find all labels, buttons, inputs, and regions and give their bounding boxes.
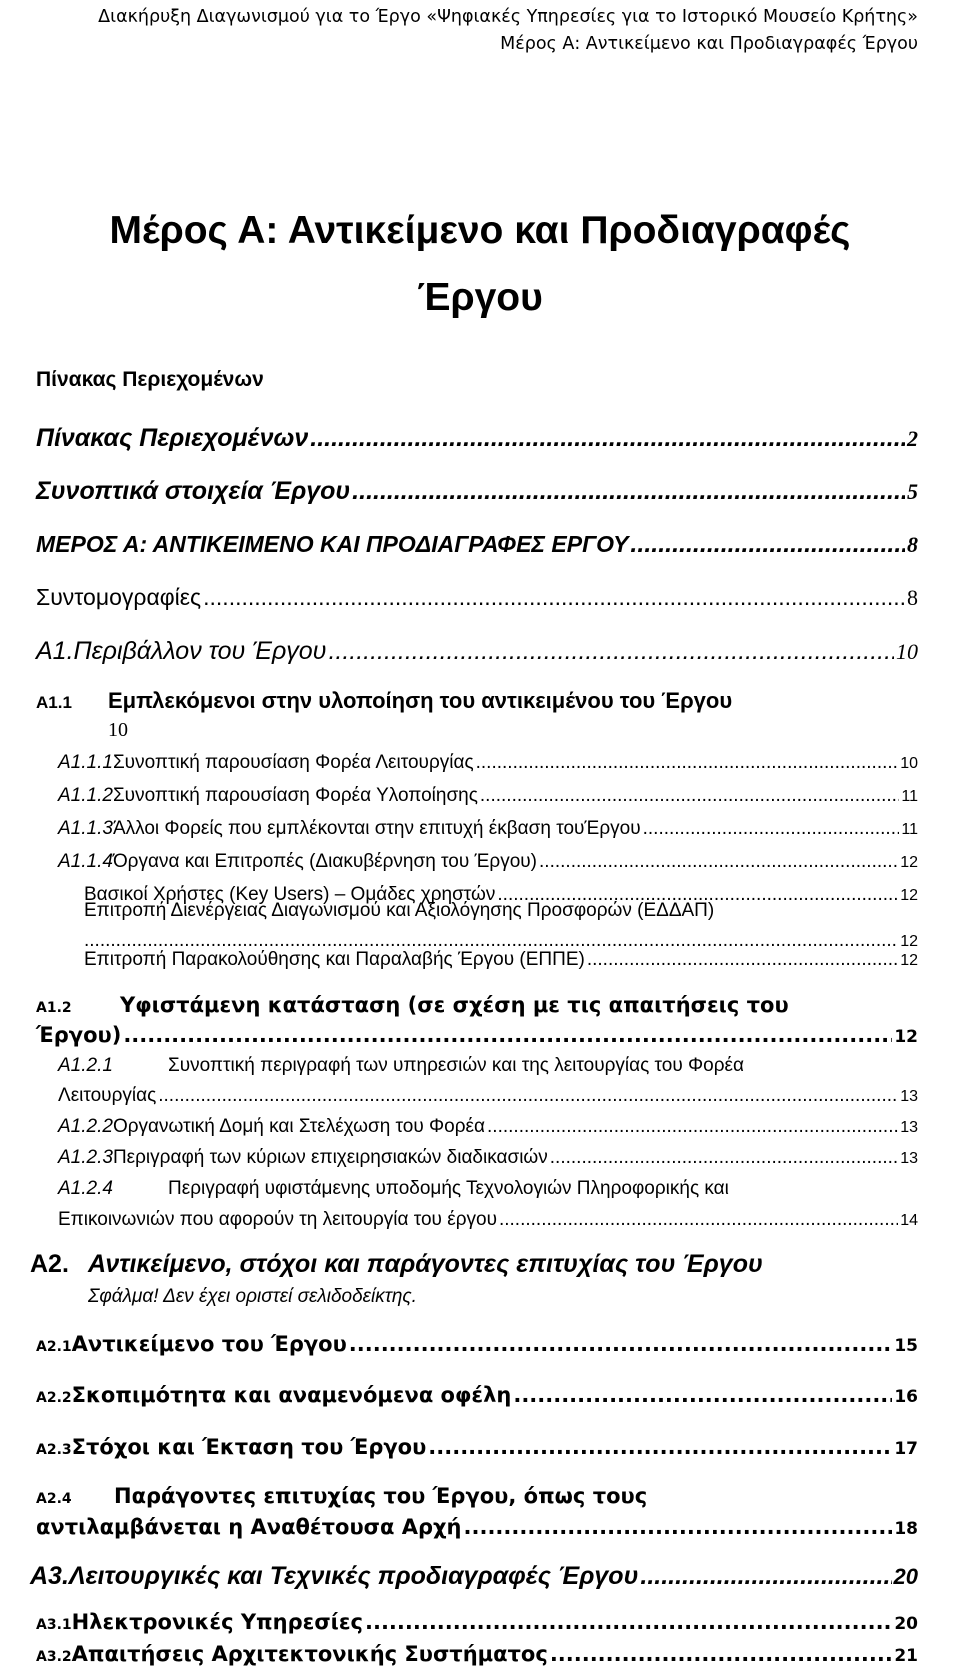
toc-entry-number: Α2.3 [36, 1442, 72, 1458]
toc-entry[interactable] [30, 1562, 918, 1591]
toc-entry[interactable] [36, 477, 918, 506]
toc-entry-page: 10 [896, 639, 918, 664]
toc-entry-label: Επιτροπή Παρακολούθησης και Παραλαβής Έργου (ΕΠΠΕ) [84, 949, 585, 970]
toc-entry[interactable] [36, 530, 918, 559]
toc-entry-number: Α1.1.3 [58, 818, 113, 839]
toc-entry-number: Α1.1.4 [58, 851, 113, 872]
toc-entry-label: Συνοπτικά στοιχεία Έργου [36, 477, 351, 505]
toc-entry-number: Α2.1 [36, 1339, 72, 1355]
toc-leader-dots [349, 1332, 893, 1356]
toc-entry-label: Έργου) [36, 1023, 122, 1047]
toc-entry-page: 20 [894, 1614, 918, 1634]
toc-entry-label: Επικοινωνιών που αφορούν τη λειτουργία του έργου [58, 1209, 497, 1230]
toc-entry-label: Εμπλεκόμενοι στην υλοποίηση του αντικειμένου του Έργου [108, 688, 733, 713]
toc-entry-label: αντιλαμβάνεται η Αναθέτουσα Αρχή [36, 1515, 462, 1539]
page-header [98, 4, 918, 58]
toc-leader-dots [476, 752, 899, 774]
toc-leader-dots [428, 1435, 892, 1459]
toc-entry-label: Λειτουργίας [58, 1085, 157, 1106]
toc-leader-dots [630, 530, 905, 559]
toc-entry-label: Πίνακας Περιεχομένων [36, 424, 309, 452]
toc-entry-number: Α3.2 [36, 1649, 72, 1665]
toc-leader-dots [464, 1515, 893, 1539]
toc-entry-page: 10 [900, 755, 918, 772]
toc-entry-label: Παράγοντες επιτυχίας του Έργου, όπως τους [114, 1484, 648, 1508]
toc-entry-number: Α1.2.4 [58, 1178, 113, 1199]
toc-leader-dots [480, 785, 899, 807]
toc-entry[interactable] [58, 752, 918, 774]
toc-entry-page: 12 [900, 952, 918, 969]
toc-entry-page: 21 [894, 1646, 918, 1666]
toc-entry-label: Υφιστάμενη κατάσταση (σε σχέση με τις απαιτήσεις του [120, 993, 789, 1017]
toc-leader-dots [158, 1085, 898, 1107]
toc-entry[interactable] [58, 785, 918, 807]
toc-entry[interactable] [36, 1332, 918, 1356]
document-title [0, 197, 960, 331]
toc-entry-page: 5 [907, 479, 918, 504]
toc-entry-page: 18 [894, 1519, 918, 1539]
toc-entry-page: 12 [900, 854, 918, 871]
toc-leader-dots [365, 1610, 892, 1634]
toc-entry-label: Βασικοί Χρήστες (Key Users) – Ομάδες χρηστών [84, 884, 496, 905]
toc-entry-page: 15 [894, 1336, 918, 1356]
toc-entry[interactable] [36, 1383, 918, 1407]
toc-entry[interactable] [58, 1178, 729, 1200]
toc-leader-dots [539, 851, 898, 873]
toc-entry[interactable] [84, 949, 918, 971]
title-line-1: Μέρος Α: Αντικείμενο και Προδιαγραφές [109, 209, 851, 252]
toc-entry-number: Α2.4 [36, 1491, 72, 1507]
toc-entry[interactable] [36, 1484, 647, 1508]
toc-error-message: Σφάλμα! Δεν έχει οριστεί σελιδοδείκτης. [88, 1286, 417, 1307]
toc-leader-dots [550, 1642, 893, 1666]
toc-entry-label: Στόχοι και Έκταση του Έργου [71, 1435, 427, 1459]
toc-entry-number: Α1.2.3 [58, 1147, 113, 1168]
toc-leader-dots [123, 1023, 892, 1047]
toc-entry[interactable] [58, 1055, 744, 1077]
toc-entry[interactable] [36, 688, 732, 714]
toc-entry-page: 20 [893, 1564, 918, 1589]
toc-entry-number: Α1.1.2 [58, 785, 113, 806]
toc-entry[interactable] [58, 1147, 918, 1169]
toc-entry-page: 13 [900, 1119, 918, 1136]
toc-entry-label: Σκοπιμότητα και αναμενόμενα οφέλη [71, 1383, 512, 1407]
toc-leader-dots [487, 1116, 898, 1138]
toc-entry-page: 12 [900, 933, 918, 950]
toc-entry-number: Α1.2.1 [58, 1055, 113, 1076]
toc-entry-page: 12 [894, 1027, 918, 1047]
toc-entry[interactable] [36, 584, 918, 611]
toc-entry-page: 11 [901, 788, 918, 805]
toc-heading: Πίνακας Περιεχομένων [36, 368, 264, 391]
toc-entry-number: Α1.2.2 [58, 1116, 113, 1137]
toc-entry-number: Α3.1 [36, 1617, 72, 1633]
toc-entry-page: 16 [894, 1387, 918, 1407]
toc-leader-dots [203, 584, 905, 611]
toc-entry-page: 2 [907, 426, 918, 451]
toc-entry-label: Όργανα και Επιτροπές (Διακυβέρνηση του Έργου) [112, 851, 538, 872]
toc-entry-number: Α1.1 [36, 693, 72, 712]
toc-leader-dots [352, 477, 905, 506]
toc-leader-dots [513, 1383, 892, 1407]
toc-entry-label: Συνοπτική παρουσίαση Φορέα Υλοποίησης [112, 785, 478, 806]
toc-entry-number: Α2. [30, 1250, 69, 1278]
toc-leader-dots [499, 1209, 898, 1231]
toc-entry[interactable] [58, 1116, 918, 1138]
toc-entry[interactable] [36, 993, 789, 1017]
header-line-1: Διακήρυξη Διαγωνισμού για το Έργο «Ψηφιακές Υπηρεσίες για το Ιστορικό Μουσείο Κρήτης» [98, 7, 918, 27]
title-line-2: Έργου [417, 276, 543, 319]
toc-entry[interactable] [58, 1209, 918, 1231]
toc-entry-number: Α2.2 [36, 1390, 72, 1406]
toc-entry[interactable] [58, 1085, 918, 1107]
toc-entry-label: Αντικείμενο, στόχοι και παράγοντες επιτυχίας του Έργου [88, 1250, 763, 1278]
toc-entry-page: 11 [901, 821, 918, 838]
toc-leader-dots [640, 1562, 891, 1591]
toc-entry[interactable] [36, 1610, 918, 1634]
toc-entry-label: Άλλοι Φορείς που εμπλέκονται στην επιτυχή έκβαση τουΈργου [112, 818, 641, 839]
toc-entry-number: Α3. [30, 1562, 69, 1590]
toc-entry-page: 13 [900, 1150, 918, 1167]
toc-leader-dots [643, 818, 900, 840]
toc-entry-page: 12 [900, 887, 918, 904]
toc-entry[interactable] [58, 818, 918, 840]
toc-entry-page: 8 [907, 532, 918, 557]
toc-entry[interactable] [36, 424, 918, 453]
toc-entry-label: Αντικείμενο του Έργου [71, 1332, 347, 1356]
toc-entry-label: Συνοπτική παρουσίαση Φορέα Λειτουργίας [112, 752, 474, 773]
toc-entry-page: 8 [907, 585, 918, 610]
toc-entry-label: Περιγραφή των κύριων επιχειρησιακών διαδικασιών [112, 1147, 548, 1168]
toc-entry-number: Α1.2 [36, 1000, 72, 1016]
toc-entry-label: Συνοπτική περιγραφή των υπηρεσιών και της λειτουργίας του Φορέα [168, 1055, 744, 1076]
toc-entry[interactable] [58, 851, 918, 873]
toc-entry-label: Ηλεκτρονικές Υπηρεσίες [71, 1610, 363, 1634]
toc-entry[interactable] [36, 637, 918, 666]
toc-entry[interactable] [30, 1250, 763, 1279]
toc-leader-dots [587, 949, 898, 971]
toc-entry-number: Α1.1.1 [58, 752, 113, 773]
toc-entry[interactable] [36, 1023, 918, 1047]
toc-entry[interactable] [36, 1642, 918, 1666]
toc-leader-dots [328, 637, 894, 666]
toc-entry-label[interactable]: Επιτροπή Διενέργειας Διαγωνισμού και Αξιολόγησης Προσφορών (ΕΔΔΑΠ) [84, 900, 715, 921]
toc-entry-label: Οργανωτική Δομή και Στελέχωση του Φορέα [112, 1116, 486, 1137]
toc-entry[interactable] [36, 1515, 918, 1539]
toc-entry-label: Περιβάλλον του Έργου [73, 637, 327, 665]
toc-leader-dots [310, 424, 905, 453]
toc-entry-label: Λειτουργικές και Τεχνικές προδιαγραφές Έργου [68, 1562, 639, 1590]
toc-leader-dots [550, 1147, 898, 1169]
toc-entry-label: ΜΕΡΟΣ Α: ΑΝΤΙΚΕΙΜΕΝΟ ΚΑΙ ΠΡΟΔΙΑΓΡΑΦΕΣ ΕΡΓΟΥ [36, 531, 629, 557]
toc-entry-page: 17 [894, 1439, 918, 1459]
toc-entry-page: 10 [108, 719, 128, 741]
toc-entry-label: Συντομογραφίες [36, 584, 202, 610]
header-line-2: Μέρος Α: Αντικείμενο και Προδιαγραφές Έργου [500, 34, 918, 54]
toc-entry-page: 13 [900, 1088, 918, 1105]
toc-entry[interactable] [36, 1435, 918, 1459]
toc-entry-label: Απαιτήσεις Αρχιτεκτονικής Συστήματος [71, 1642, 548, 1666]
toc-entry-label: Περιγραφή υφιστάμενης υποδομής Τεχνολογιών Πληροφορικής και [168, 1178, 729, 1199]
toc-entry-number: Α1. [36, 637, 74, 665]
toc-entry-page: 14 [900, 1212, 918, 1229]
